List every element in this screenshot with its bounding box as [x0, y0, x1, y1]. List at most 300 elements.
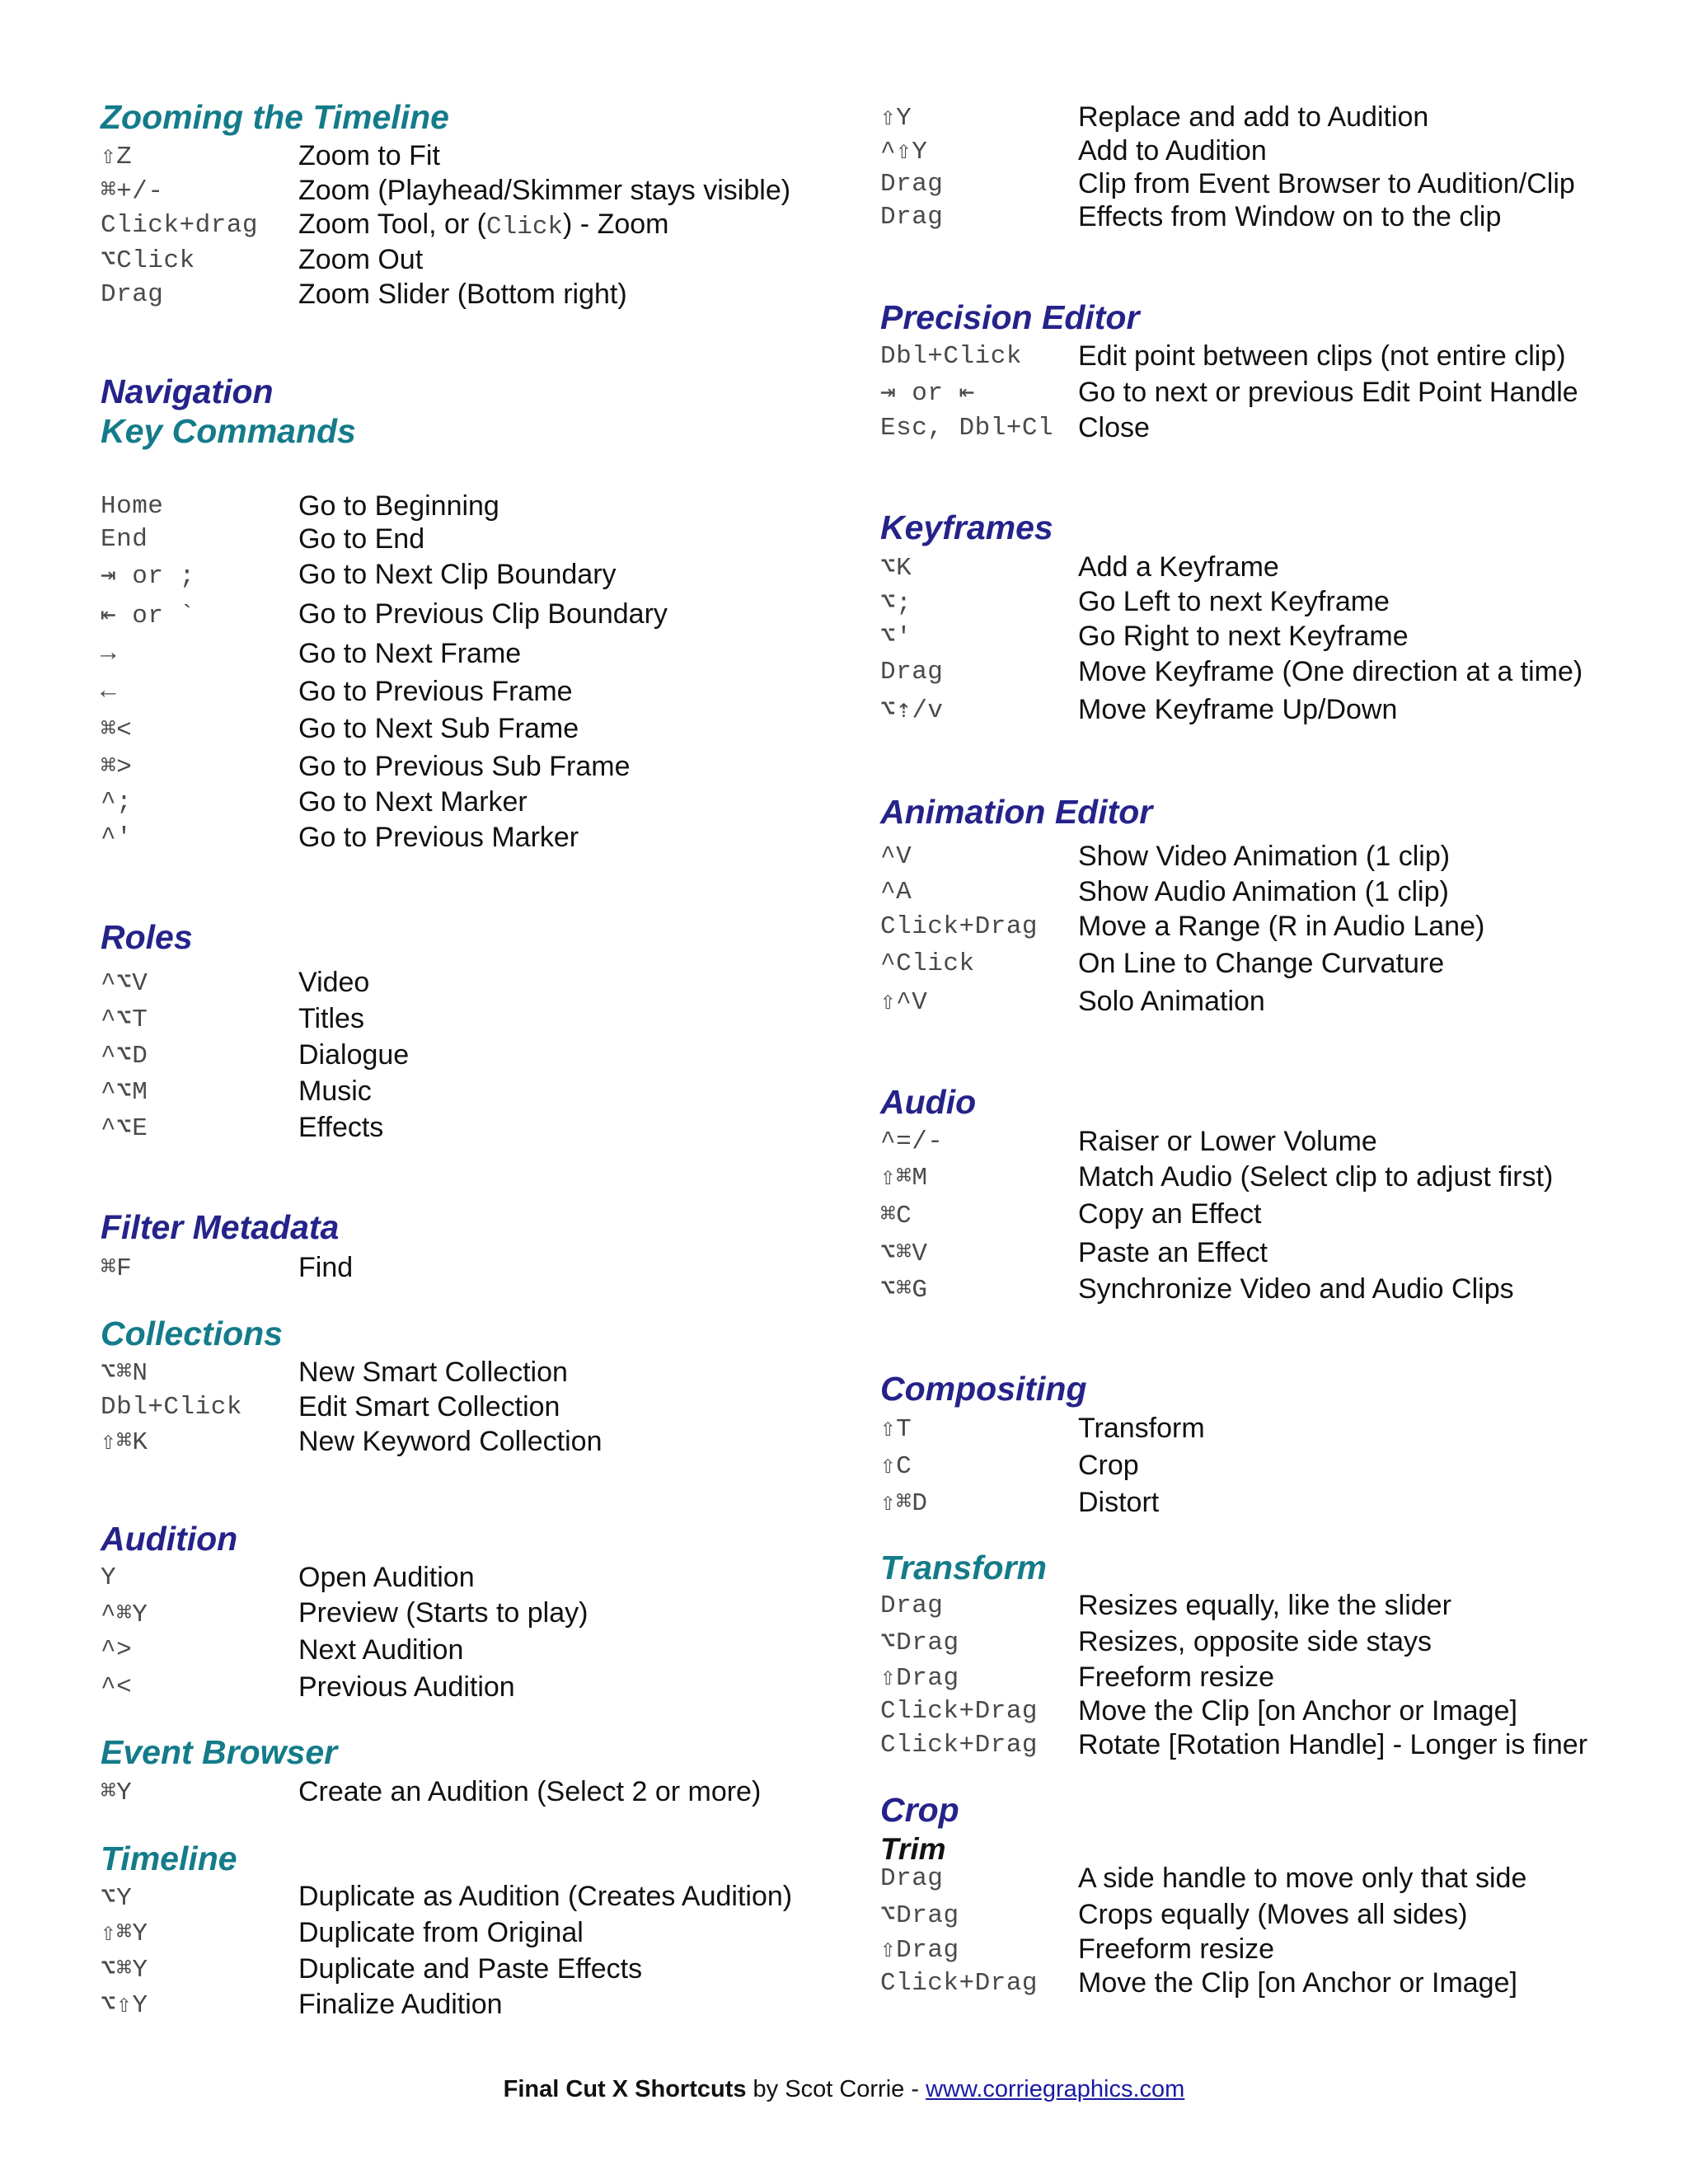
footer-link[interactable]: www.corriegraphics.com: [926, 2076, 1185, 2102]
description-text: Go to Previous Sub Frame: [298, 750, 631, 782]
shortcut-row: [101, 1250, 353, 1285]
description-text: Music: [298, 1075, 372, 1107]
shortcut-key: Click+Drag: [880, 1696, 1039, 1726]
shortcut-list: [101, 1879, 792, 2022]
description-text: Match Audio (Select clip to adjust first): [1078, 1160, 1554, 1193]
shortcut-key: ⌘Y: [101, 1779, 133, 1807]
shortcut-description: [1078, 1161, 1553, 1193]
shortcut-key: ⌥⇧Y: [101, 1991, 148, 2020]
shortcut-description: [298, 244, 423, 276]
footer-byline: by Scot Corrie -: [746, 2076, 926, 2102]
section-precision: [880, 298, 1655, 443]
section-keyframes: [880, 508, 1655, 725]
shortcut-key: ^⌘Y: [101, 1600, 148, 1629]
description-text: Duplicate as Audition (Creates Audition): [298, 1881, 793, 1912]
shortcut-description: [298, 676, 573, 708]
shortcut-description: [298, 490, 499, 523]
section-heading: Zooming the Timeline: [101, 98, 449, 136]
description-text: Move Keyframe (One direction at a time): [1078, 656, 1583, 687]
shortcut-row: [880, 909, 1484, 944]
description-text: Close: [1078, 411, 1150, 443]
section-heading: Timeline: [101, 1840, 237, 1877]
shortcut-row: [101, 1596, 588, 1631]
shortcut-list: [880, 1123, 1553, 1307]
shortcut-key: ⌥Y: [101, 1883, 133, 1913]
shortcut-key: ⇤ or `: [101, 601, 195, 630]
shortcut-list: [101, 964, 409, 1146]
shortcut-row: [880, 584, 1582, 620]
shortcut-row: [880, 1194, 1553, 1235]
section-heading: Compositing: [880, 1370, 1087, 1408]
section-zoom: [101, 97, 842, 310]
description-text: Go to Next Marker: [298, 786, 528, 818]
shortcut-row: [880, 1235, 1553, 1271]
description-text: Move the Clip [on Anchor or Image]: [1078, 1966, 1517, 1999]
section-compositing: [880, 1369, 1655, 1518]
shortcut-description: [1078, 340, 1566, 373]
shortcut-row: [880, 200, 1575, 233]
description-text: On Line to Change Curvature: [1078, 947, 1445, 979]
shortcut-row: [880, 1587, 1587, 1624]
shortcut-description: [1078, 1933, 1274, 1966]
description-text: Zoom to Fit: [298, 139, 440, 171]
shortcut-description: [1078, 911, 1484, 943]
section-heading: Keyframes: [880, 509, 1053, 546]
shortcut-description: [298, 1076, 372, 1108]
shortcut-key: Y: [101, 1563, 117, 1592]
shortcut-description: [1078, 876, 1449, 908]
shortcut-key: ^⌥E: [101, 1114, 148, 1143]
shortcut-description: [1078, 1661, 1274, 1694]
shortcut-description: [298, 967, 369, 999]
description-text: Go to Next Frame: [298, 638, 522, 669]
shortcut-row: [101, 1424, 603, 1459]
shortcut-row: [880, 550, 1582, 584]
description-text: Resizes, opposite side stays: [1078, 1625, 1432, 1657]
section-timeline: [101, 1839, 842, 2020]
description-text: Effects: [298, 1111, 384, 1143]
shortcut-row: [101, 1560, 588, 1596]
description-text: Freeform resize: [1078, 1933, 1275, 1965]
shortcut-key: Click+drag: [101, 210, 259, 240]
shortcut-row: [101, 964, 409, 1001]
description-text: Dialogue: [298, 1038, 410, 1071]
description-text: Add to Audition: [1078, 134, 1267, 166]
shortcut-row: [880, 944, 1484, 983]
section-heading: Animation Editor: [880, 793, 1153, 831]
shortcut-row: [101, 673, 668, 710]
shortcut-key: ⇧Z: [101, 143, 133, 171]
shortcut-row: [101, 1669, 588, 1705]
shortcut-key: ←: [101, 677, 117, 706]
shortcut-row: [101, 1879, 792, 1915]
description-text: Edit point between clips (not entire clip): [1078, 340, 1566, 372]
shortcut-key: Drag: [880, 1863, 944, 1893]
shortcut-row: [880, 1446, 1205, 1484]
shortcut-list: [880, 1587, 1587, 1762]
shortcut-description: [298, 1597, 588, 1629]
shortcut-key: ⌥;: [880, 588, 912, 618]
shortcut-description: [298, 1881, 792, 1913]
shortcut-description: [298, 638, 521, 670]
shortcut-description: [1078, 1237, 1268, 1269]
description-text: Crop: [1078, 1449, 1139, 1481]
shortcut-row: [880, 1123, 1553, 1160]
shortcut-description: [298, 1003, 364, 1035]
shortcut-key: ^⌥T: [101, 1005, 148, 1034]
shortcut-key: ⇧T: [880, 1415, 912, 1444]
description-text: Crops equally (Moves all sides): [1078, 1898, 1468, 1930]
shortcut-key: ⇧⌘M: [880, 1164, 928, 1193]
shortcut-key: ⇥ or ⇤: [880, 379, 975, 408]
shortcut-key: ^V: [880, 842, 912, 871]
shortcut-description: [1078, 168, 1575, 200]
description-text: Go to Previous Clip Boundary: [298, 598, 668, 630]
shortcut-description: [1078, 656, 1582, 688]
shortcut-key: Click+Drag: [880, 1968, 1039, 1998]
shortcut-row: [101, 173, 790, 208]
section-heading: Filter Metadata: [101, 1208, 340, 1246]
description-text: Zoom Slider (Bottom right): [298, 278, 627, 310]
shortcut-row: [880, 1966, 1526, 2000]
description-text: Zoom Tool, or (: [298, 209, 487, 240]
shortcut-key: ^=/-: [880, 1127, 944, 1156]
description-text: Go to Previous Frame: [298, 675, 573, 707]
shortcut-row: [880, 1860, 1526, 1896]
shortcut-key: ^⌥D: [101, 1042, 148, 1071]
shortcut-key: ^>: [101, 1635, 133, 1665]
shortcut-row: [880, 410, 1578, 445]
shortcut-key: ⌥Click: [101, 246, 195, 275]
section-audio: [880, 1082, 1655, 1305]
footer-title: Final Cut X Shortcuts: [503, 2076, 747, 2102]
shortcut-key: ⌥': [880, 623, 912, 652]
shortcut-key: Drag: [880, 169, 944, 199]
description-text: Show Audio Animation (1 clip): [1078, 875, 1449, 907]
shortcut-row: [101, 1915, 792, 1951]
description-text: Duplicate from Original: [298, 1916, 584, 1948]
section-audition: [101, 1519, 842, 1703]
shortcut-key: End: [101, 524, 148, 554]
shortcut-key: Click+Drag: [880, 1730, 1039, 1760]
section-heading: Precision Editor: [880, 298, 1140, 336]
shortcut-row: [880, 1410, 1205, 1446]
description-text: Move a Range (R in Audio Lane): [1078, 910, 1485, 942]
shortcut-description: [1078, 1450, 1139, 1482]
shortcut-key: ⌥⌘N: [101, 1359, 148, 1388]
shortcut-row: [101, 1355, 603, 1390]
shortcut-list: [880, 1410, 1205, 1521]
description-text: Distort: [1078, 1486, 1160, 1518]
shortcut-row: [101, 1774, 761, 1809]
section-nav: [101, 372, 842, 853]
description-text: Zoom Out: [298, 243, 424, 275]
shortcut-row: [101, 138, 790, 173]
section-crop: [880, 1790, 1655, 1999]
section-heading: Collections: [101, 1315, 283, 1352]
shortcut-list: [880, 550, 1582, 728]
section-heading: Transform: [880, 1549, 1048, 1586]
shortcut-row: [880, 874, 1484, 909]
shortcut-row: [880, 653, 1582, 691]
shortcut-description: [1078, 621, 1409, 653]
description-text: Raiser or Lower Volume: [1078, 1125, 1377, 1157]
shortcut-key: ⌥⇡/v: [880, 696, 944, 725]
shortcut-description: [1078, 201, 1501, 233]
shortcut-key: ^⌥M: [101, 1078, 148, 1107]
section-heading: Roles: [101, 918, 193, 956]
shortcut-row: [101, 523, 668, 555]
shortcut-key: ⌥⌘Y: [101, 1956, 148, 1985]
shortcut-row: [880, 1624, 1587, 1660]
shortcut-key: ^': [101, 823, 133, 852]
description-text: Effects from Window on to the clip: [1078, 200, 1502, 232]
shortcut-description: [298, 822, 579, 854]
shortcut-description: [298, 751, 631, 783]
shortcut-description: [298, 1989, 503, 2021]
shortcut-row: [101, 594, 668, 635]
shortcut-row: [101, 242, 790, 277]
shortcut-description: [1078, 1273, 1514, 1305]
shortcut-list: [880, 839, 1484, 1019]
shortcut-description: [1078, 1487, 1159, 1519]
shortcut-row: [101, 820, 668, 855]
shortcut-row: [101, 1390, 603, 1424]
shortcut-description: [1078, 551, 1279, 583]
shortcut-description: [1078, 1695, 1517, 1727]
description-text: Freeform resize: [1078, 1661, 1275, 1693]
shortcut-description: [1078, 694, 1397, 726]
description-text: Finalize Audition: [298, 1988, 503, 2020]
shortcut-row: [101, 785, 668, 820]
shortcut-description: [1078, 1863, 1526, 1895]
section-roles: [101, 917, 842, 1143]
shortcut-row: [880, 1727, 1587, 1762]
shortcut-description: [298, 1562, 475, 1594]
shortcut-list: [880, 338, 1578, 445]
shortcut-description: [298, 1039, 409, 1071]
shortcut-key: ⌘>: [101, 753, 133, 782]
description-text: Replace and add to Audition: [1078, 101, 1429, 133]
shortcut-description: [298, 786, 528, 818]
description-text: Go Right to next Keyframe: [1078, 620, 1409, 652]
description-text: Add a Keyframe: [1078, 551, 1279, 583]
shortcut-description: [1078, 412, 1150, 444]
shortcut-description: [1078, 586, 1390, 618]
description-text: Show Video Animation (1 clip): [1078, 841, 1451, 872]
shortcut-row: [101, 555, 668, 594]
description-text: New Keyword Collection: [298, 1425, 603, 1457]
description-text-tail: ) - Zoom: [563, 209, 669, 240]
shortcut-description: [1078, 377, 1578, 409]
shortcut-description: [298, 1671, 515, 1704]
description-text: Duplicate and Paste Effects: [298, 1952, 643, 1985]
shortcut-row: [101, 1951, 792, 1987]
shortcut-key: Click+Drag: [880, 912, 1039, 941]
shortcut-list: [101, 1250, 353, 1285]
shortcut-key: ^Click: [880, 949, 975, 978]
shortcut-key: ^A: [880, 877, 912, 907]
section-filter: [101, 1207, 842, 1283]
shortcut-key: ^;: [101, 788, 133, 817]
shortcut-key: ⇧^V: [880, 988, 928, 1017]
shortcut-description: [298, 523, 424, 555]
shortcut-row: [880, 620, 1582, 653]
description-text: Clip from Event Browser to Audition/Clip: [1078, 167, 1575, 199]
shortcut-row: [880, 983, 1484, 1019]
shortcut-description: [298, 1426, 603, 1458]
shortcut-description: [298, 175, 790, 207]
shortcut-list: [880, 1860, 1526, 2000]
shortcut-row: [880, 374, 1578, 410]
description-text: Copy an Effect: [1078, 1198, 1262, 1230]
shortcut-description: [1078, 1590, 1451, 1622]
shortcut-row: [880, 1660, 1587, 1694]
description-text: Previous Audition: [298, 1671, 515, 1703]
shortcut-row: [880, 167, 1575, 200]
shortcut-key: ^⌥V: [101, 969, 148, 998]
shortcut-key: ⌥K: [880, 554, 912, 583]
shortcut-row: [101, 1631, 588, 1669]
description-text: Rotate [Rotation Handle] - Longer is finer: [1078, 1728, 1588, 1760]
shortcut-key: ⇧Drag: [880, 1664, 959, 1693]
shortcut-description: [1078, 1126, 1377, 1158]
shortcut-row: [880, 691, 1582, 728]
section-heading: Audio: [880, 1083, 977, 1121]
shortcut-description: [1078, 986, 1265, 1018]
section-heading: Crop: [880, 1791, 959, 1829]
description-text: Edit Smart Collection: [298, 1390, 560, 1422]
description-text: Zoom (Playhead/Skimmer stays visible): [298, 174, 791, 206]
shortcut-key: ⌘+/-: [101, 177, 164, 206]
section-transform: [880, 1548, 1655, 1760]
shortcut-description: [298, 559, 617, 591]
section-heading: Audition: [101, 1520, 238, 1558]
shortcut-description: [298, 209, 668, 241]
shortcut-key: Drag: [880, 1591, 944, 1620]
shortcut-description: [1078, 1413, 1205, 1445]
description-text: Move Keyframe Up/Down: [1078, 693, 1398, 725]
shortcut-row: [101, 635, 668, 673]
shortcut-key: ⇧C: [880, 1452, 912, 1481]
shortcut-row: [880, 134, 1575, 167]
shortcut-key: Drag: [880, 202, 944, 232]
shortcut-list: [880, 100, 1575, 233]
shortcut-key: ⌥⌘V: [880, 1240, 928, 1268]
description-text: Go to next or previous Edit Point Handle: [1078, 376, 1578, 408]
shortcut-key: ⌘C: [880, 1201, 912, 1230]
shortcut-list: [101, 490, 668, 855]
shortcut-list: [101, 1774, 761, 1809]
shortcut-key: ⇧⌘D: [880, 1489, 928, 1518]
section-subheading: Key Commands: [101, 412, 356, 450]
shortcut-description: [1078, 1729, 1587, 1761]
shortcut-description: [298, 279, 627, 311]
description-text: Go to Next Clip Boundary: [298, 559, 617, 590]
shortcut-key: Drag: [880, 658, 944, 687]
description-text: Find: [298, 1251, 354, 1283]
description-text: Move the Clip [on Anchor or Image]: [1078, 1694, 1517, 1727]
shortcut-description: [298, 1917, 584, 1949]
shortcut-key: ^<: [101, 1672, 133, 1702]
shortcut-row: [880, 1484, 1205, 1521]
shortcut-row: [101, 208, 790, 242]
description-text: New Smart Collection: [298, 1356, 568, 1388]
shortcut-row: [101, 277, 790, 312]
shortcut-row: [880, 1271, 1553, 1307]
shortcut-row: [880, 839, 1484, 874]
footer: [0, 2076, 1688, 2103]
description-text: Go to Next Sub Frame: [298, 713, 579, 744]
description-text: Video: [298, 966, 370, 998]
description-text: Resizes equally, like the slider: [1078, 1589, 1451, 1621]
shortcut-description: [1078, 1626, 1432, 1658]
shortcut-description: [298, 1391, 560, 1423]
shortcut-key: ⌥⌘G: [880, 1276, 928, 1305]
section-eventbrowser: [101, 1732, 842, 1807]
shortcut-key: ⌥Drag: [880, 1901, 959, 1930]
shortcut-key: ⇥ or ;: [101, 561, 195, 591]
section-heading: Navigation: [101, 373, 274, 410]
shortcut-key: ⌥Drag: [880, 1629, 959, 1657]
shortcut-description: [1078, 841, 1450, 873]
shortcut-key: Dbl+Click: [880, 341, 1022, 371]
shortcut-description: [1078, 948, 1444, 980]
shortcut-row: [101, 1001, 409, 1037]
description-text: A side handle to move only that side: [1078, 1862, 1527, 1894]
shortcut-row: [880, 1160, 1553, 1194]
shortcut-row: [880, 1694, 1587, 1727]
shortcut-key: Home: [101, 491, 164, 521]
shortcut-key: ⇧Y: [880, 104, 912, 133]
shortcut-row: [101, 490, 668, 523]
description-text: Titles: [298, 1002, 364, 1034]
description-text: Go to End: [298, 523, 425, 555]
shortcut-description: [298, 140, 440, 172]
description-text: Synchronize Video and Audio Clips: [1078, 1272, 1514, 1305]
shortcut-description: [298, 1357, 568, 1389]
shortcut-description: [298, 1953, 642, 1985]
section-animation: [880, 792, 1655, 1017]
shortcut-row: [101, 1987, 792, 2022]
shortcut-description: [1078, 1967, 1517, 1999]
shortcut-description: [298, 713, 579, 745]
shortcut-key: ⇧⌘Y: [101, 1919, 148, 1948]
shortcut-row: [880, 1896, 1526, 1933]
description-text: Go to Previous Marker: [298, 822, 579, 853]
shortcut-key: Esc, Dbl+Cl: [880, 413, 1054, 443]
description-text: Go to Beginning: [298, 490, 499, 522]
description-text: Go Left to next Keyframe: [1078, 586, 1390, 617]
shortcut-row: [101, 1037, 409, 1073]
shortcut-description: [1078, 135, 1267, 167]
description-text: Transform: [1078, 1412, 1205, 1444]
shortcut-key: ^⇧Y: [880, 138, 928, 166]
shortcut-description: [298, 598, 668, 630]
shortcut-key: ⇧Drag: [880, 1936, 959, 1965]
shortcut-row: [101, 748, 668, 785]
shortcut-description: [1078, 1198, 1261, 1230]
shortcut-list: [101, 1355, 603, 1459]
description-text: Preview (Starts to play): [298, 1597, 588, 1629]
description-text: Paste an Effect: [1078, 1236, 1268, 1268]
shortcut-description: [298, 1252, 353, 1284]
shortcut-description: [298, 1112, 383, 1144]
shortcut-row: [880, 1933, 1526, 1966]
description-text: Create an Audition (Select 2 or more): [298, 1775, 762, 1807]
section-heading: Event Browser: [101, 1733, 338, 1771]
shortcut-row: [101, 710, 668, 748]
